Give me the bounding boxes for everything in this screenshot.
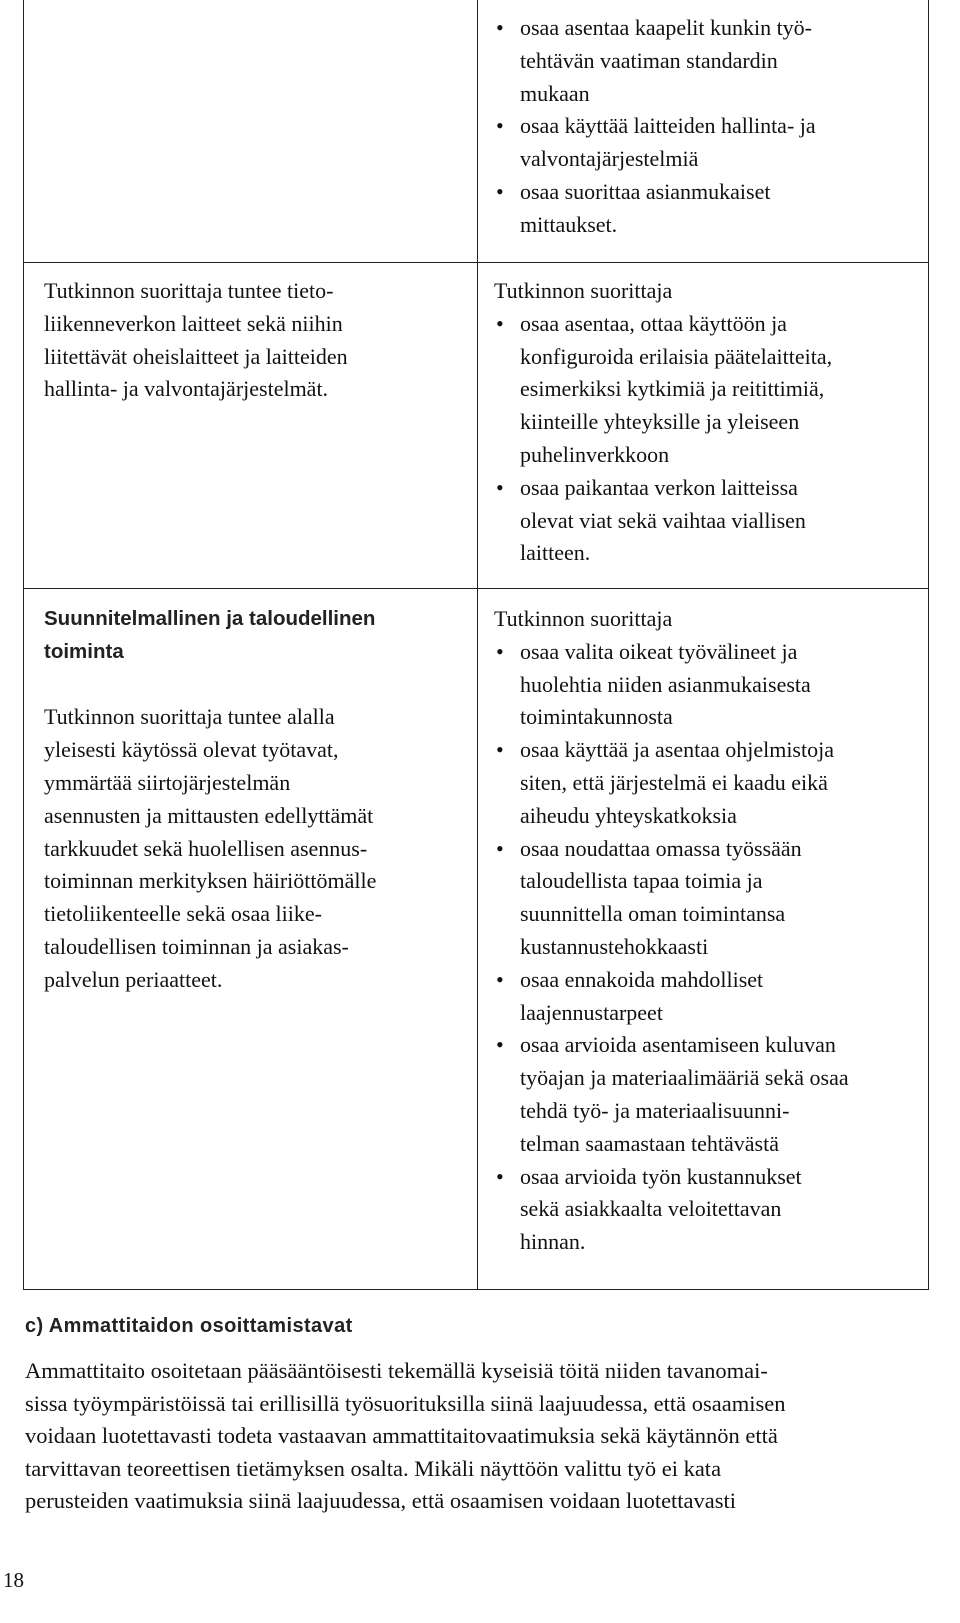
bullet-item: • osaa asentaa, ottaa käyttöön ja konfiguroida erilaisia päätelaitteita, esimerkiksi kytkimiä ja reitittimiä, kiinteille yhteyksille ja yleiseen puhelinverkkoon [494, 308, 914, 472]
bullet-item: • osaa suorittaa asianmukaiset mittaukset. [494, 176, 914, 242]
section-title: c) Ammattitaidon osoittamistavat [25, 1315, 353, 1337]
bullet-item: • osaa arvioida asentamiseen kuluvan työajan ja materiaalimääriä sekä osaa tehdä työ- ja materiaalisuunni- telman saamastaan tehtävästä [494, 1029, 914, 1160]
intro-text: Tutkinnon suorittaja [494, 606, 673, 631]
competence-table [23, 0, 929, 1290]
row-divider-1 [24, 262, 928, 263]
bullet-item: • osaa paikantaa verkon laitteissa olevat viat sekä vaihtaa viallisen laitteen. [494, 472, 914, 570]
column-divider [477, 0, 478, 1289]
bullet-item: • osaa käyttää ja asentaa ohjelmistoja siten, että järjestelmä ei kaadu eikä aiheudu yhteyskatkoksia [494, 734, 914, 832]
bullet-item: • osaa valita oikeat työvälineet ja huolehtia niiden asianmukaisesta toimintakunnosta [494, 636, 914, 734]
row3-left-cell: Suunnitelmallinen ja taloudellinen toiminta Tutkinnon suorittaja tuntee alalla yleisesti käytössä olevat työtavat, ymmärtää siirtojärjestelmän asennusten ja mittausten edellyttämät tarkkuudet sekä huolellisen asennus- toiminnan merkityksen häiriöttömälle tietoliikenteelle sekä osaa liike- taloudellisen toiminnan ja asiakas- palvelun periaatteet. [44, 603, 459, 997]
bullet-item: • osaa noudattaa omassa työssään taloudellista tapaa toimia ja suunnittella oman toimintansa kustannustehokkaasti [494, 833, 914, 964]
page-number: 18 [3, 1568, 24, 1592]
section-heading: Suunnitelmallinen ja taloudellinen [44, 607, 376, 630]
bullet-item: • osaa asentaa kaapelit kunkin työ- tehtävän vaatiman standardin mukaan [494, 12, 914, 110]
bullet-item: • osaa arvioida työn kustannukset sekä asiakkaalta veloitettavan hinnan. [494, 1161, 914, 1259]
body-paragraph: Ammattitaito osoitetaan pääsääntöisesti tekemällä kyseisiä töitä niiden tavanomai- sissa työympäristöissä tai erillisillä työsuorituksilla siinä laajuudessa, että osaamisen voidaan luotettavasti todeta vastaavan ammattitaitovaatimuksia sekä käytännön että tarvittavan teoreettisen tietämyksen osalta. Mikäli näyttöön valittu työ ei kata perusteiden vaatimuksia siinä laajuudessa, että osaamisen voidaan luotettavasti [25, 1358, 786, 1514]
row-divider-2 [24, 588, 928, 589]
row2-left-cell: Tutkinnon suorittaja tuntee tieto- liikenneverkon laitteet sekä niihin liitettävät oheislaitteet ja laitteiden hallinta- ja valvontajärjestelmät. [44, 278, 348, 402]
bullet-item: • osaa käyttää laitteiden hallinta- ja valvontajärjestelmiä [494, 110, 914, 176]
intro-text: Tutkinnon suorittaja [494, 278, 673, 303]
row3-right-cell [494, 603, 914, 1259]
row2-right-cell [494, 275, 914, 570]
bullet-item: • osaa ennakoida mahdolliset laajennustarpeet [494, 964, 914, 1030]
row1-right-cell [494, 12, 914, 242]
section-heading: toiminta [44, 639, 124, 663]
